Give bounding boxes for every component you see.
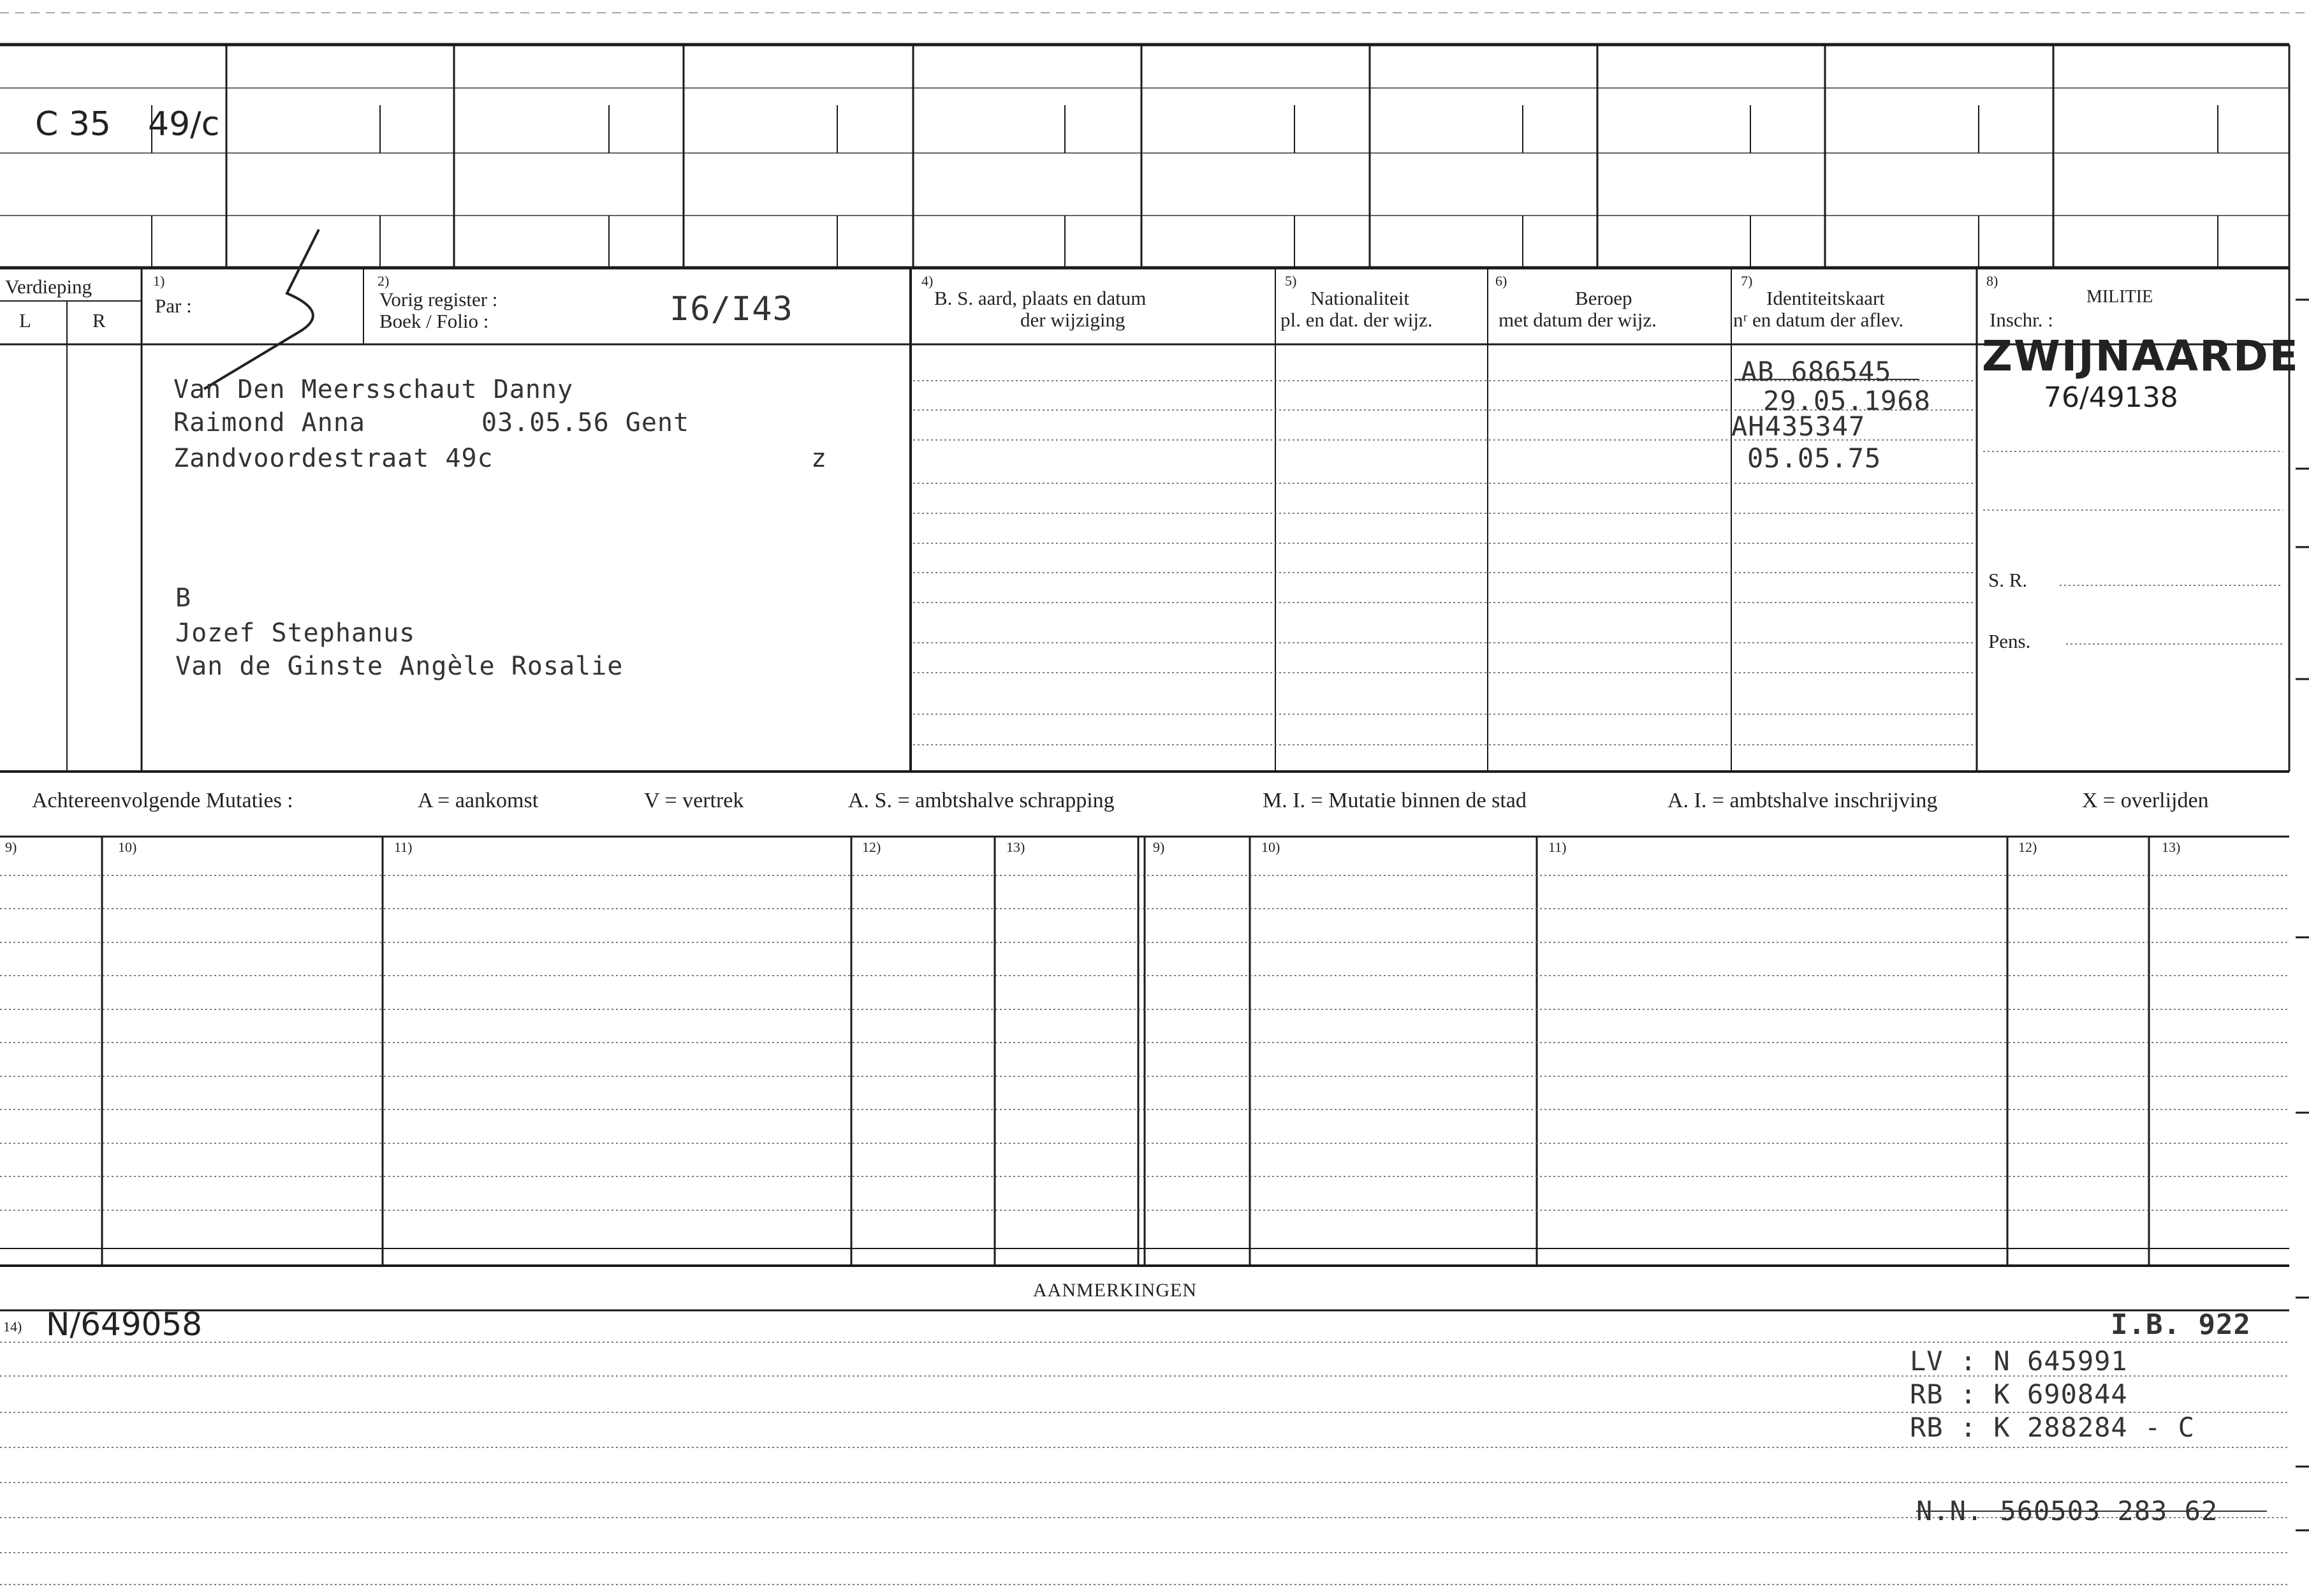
col-num-8: 8) — [1986, 273, 1998, 289]
bs-label-line1: B. S. aard, plaats en datum — [934, 287, 1147, 309]
col-num-6: 6) — [1495, 273, 1507, 289]
mutatie-col-12b: 12) — [2018, 839, 2037, 855]
mutatie-col-13b: 13) — [2162, 839, 2181, 855]
mutatie-col-11: 11) — [394, 839, 413, 855]
l-label: L — [19, 309, 31, 332]
remark-ib: I.B. 922 — [2111, 1308, 2251, 1341]
mutatie-as: A. S. = ambtshalve schrapping — [848, 789, 1115, 812]
mutatie-col-11b: 11) — [1548, 839, 1567, 855]
relation-b: B — [175, 583, 192, 613]
father-name: Jozef Stephanus — [175, 619, 416, 648]
beroep-label-line1: Beroep — [1575, 287, 1632, 309]
remark-lv: LV : N 645991 — [1910, 1345, 2128, 1377]
col-num-5: 5) — [1285, 273, 1297, 289]
boek-folio-label: Boek / Folio : — [379, 310, 489, 332]
remark-nn: N.N. 560503 283 62 — [1916, 1495, 2218, 1526]
boek-folio-value: I6/I43 — [670, 290, 793, 328]
marker-z: z — [811, 444, 828, 473]
mutatie-ai: A. I. = ambtshalve inschrijving — [1668, 789, 1938, 812]
id-date-2: 05.05.75 — [1747, 443, 1882, 474]
register-code: C 35 — [35, 105, 112, 143]
mutaties-title: Achtereenvolgende Mutaties : — [32, 789, 293, 812]
vorig-register-label: Vorig register : — [379, 288, 498, 311]
col-num-14: 14) — [3, 1319, 22, 1335]
militie-number: 76/49138 — [2044, 381, 2178, 414]
mutatie-col-10: 10) — [118, 839, 137, 855]
remark-ref: N/649058 — [46, 1306, 203, 1343]
mutatie-col-12: 12) — [862, 839, 881, 855]
col-num-7: 7) — [1741, 273, 1753, 289]
mutatie-v: V = vertrek — [644, 789, 744, 812]
mutatie-a: A = aankomst — [418, 789, 539, 812]
id-date-1: 29.05.1968 — [1763, 385, 1931, 416]
identiteitskaart-label-line2: nʳ en datum der aflev. — [1733, 309, 1904, 331]
id-card-1: AB 686545 — [1741, 356, 1892, 387]
address: Zandvoordestraat 49c — [173, 444, 494, 473]
nationaliteit-label-line1: Nationaliteit — [1310, 287, 1409, 309]
house-code: 49/c — [148, 105, 220, 143]
verdieping-label: Verdieping — [5, 275, 92, 298]
mutatie-x: X = overlijden — [2082, 789, 2209, 812]
id-card-2: AH435347 — [1731, 411, 1866, 442]
identiteitskaart-label-line1: Identiteitskaart — [1766, 287, 1885, 309]
mutatie-col-9b: 9) — [1153, 839, 1165, 855]
col-num-1: 1) — [153, 273, 165, 289]
beroep-label-line2: met datum der wijz. — [1499, 309, 1657, 331]
militie-stamp: ZWIJNAARDE — [1982, 332, 2299, 381]
sr-label: S. R. — [1988, 569, 2028, 591]
parent-name: Van de Ginste Angèle Rosalie — [175, 652, 624, 681]
col-num-2: 2) — [378, 273, 390, 289]
mutatie-col-10b: 10) — [1261, 839, 1280, 855]
pens-label: Pens. — [1988, 630, 2031, 652]
person-name: Van Den Meersschaut Danny — [173, 375, 574, 404]
mother-name: Raimond Anna — [173, 408, 365, 437]
bs-label-line2: der wijziging — [1020, 309, 1125, 331]
militie-label: MILITIE — [2086, 287, 2153, 307]
mutatie-col-9: 9) — [5, 839, 17, 855]
remark-rb-1: RB : K 690844 — [1910, 1379, 2128, 1410]
mutatie-col-13: 13) — [1006, 839, 1025, 855]
par-label: Par : — [155, 295, 192, 317]
col-num-4: 4) — [921, 273, 934, 289]
aanmerkingen-title: AANMERKINGEN — [1033, 1280, 1197, 1301]
mutatie-mi: M. I. = Mutatie binnen de stad — [1263, 789, 1527, 812]
remark-rb-2: RB : K 288284 - C — [1910, 1412, 2195, 1443]
inschr-label: Inschr. : — [1990, 309, 2053, 331]
r-label: R — [92, 309, 106, 332]
nationaliteit-label-line2: pl. en dat. der wijz. — [1280, 309, 1433, 331]
birth-date-place: 03.05.56 Gent — [481, 408, 690, 437]
